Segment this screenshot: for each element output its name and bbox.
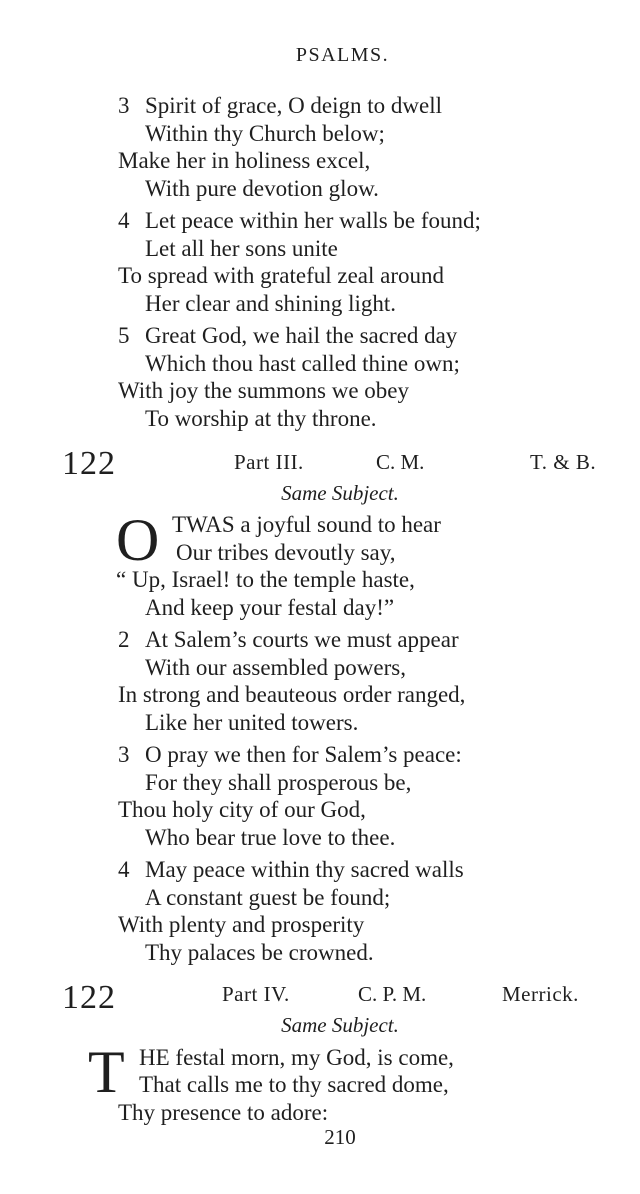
hymn-meter: C. M. bbox=[376, 450, 425, 474]
stanza-line: Let all her sons unite bbox=[145, 236, 338, 261]
stanza-line: Which thou hast called thine own; bbox=[145, 351, 460, 376]
stanza-line: TWAS a joyful sound to hear bbox=[172, 512, 441, 537]
stanza-line: 2 At Salem’s courts we must appear bbox=[118, 627, 459, 652]
stanza-line: 4 Let peace within her walls be found; bbox=[118, 208, 481, 233]
hymn-part: Part IV. bbox=[222, 982, 290, 1006]
running-head: PSALMS. bbox=[295, 44, 390, 66]
drop-cap: T bbox=[88, 1039, 125, 1105]
stanza-line: With plenty and prosperity bbox=[118, 912, 365, 937]
stanza-line: For they shall prosperous be, bbox=[145, 770, 412, 795]
stanza-number: 2 bbox=[118, 627, 130, 652]
stanza-number: 3 bbox=[118, 742, 130, 767]
stanza-line: 5 Great God, we hail the sacred day bbox=[118, 323, 458, 348]
hymn-number: 122 bbox=[62, 445, 116, 482]
stanza-line: Her clear and shining light. bbox=[145, 291, 397, 316]
stanza-line: 3 Spirit of grace, O deign to dwell bbox=[118, 93, 443, 118]
stanza-line: HE festal morn, my God, is come, bbox=[139, 1045, 454, 1070]
hymn-subject: Same Subject. bbox=[281, 1013, 399, 1037]
stanza-line: Like her united towers. bbox=[145, 710, 359, 735]
stanza-line: Within thy Church below; bbox=[145, 121, 385, 146]
stanza-line: And keep your festal day!” bbox=[145, 595, 395, 620]
stanza-line: “ Up, Israel! to the temple haste, bbox=[116, 567, 415, 592]
stanza-line: 4 May peace within thy sacred walls bbox=[118, 857, 464, 882]
stanza-line: In strong and beauteous order ranged, bbox=[118, 682, 466, 707]
stanza-line: With pure devotion glow. bbox=[145, 176, 379, 201]
stanza-line: That calls me to thy sacred dome, bbox=[139, 1072, 449, 1097]
hymn-number: 122 bbox=[62, 979, 116, 1016]
stanza-line: Our tribes devoutly say, bbox=[176, 540, 396, 565]
hymn-tune: Merrick. bbox=[502, 982, 579, 1006]
stanza-line: A constant guest be found; bbox=[145, 885, 391, 910]
hymn-meter: C. P. M. bbox=[358, 982, 427, 1006]
stanza-line: To worship at thy throne. bbox=[145, 406, 377, 431]
page-number: 210 bbox=[324, 1125, 356, 1149]
stanza-line: With our assembled powers, bbox=[145, 655, 406, 680]
stanza-line: 3 O pray we then for Salem’s peace: bbox=[118, 742, 462, 767]
stanza-line: With joy the summons we obey bbox=[118, 378, 410, 403]
stanza-number: 4 bbox=[118, 857, 130, 882]
stanza-line: Thy palaces be crowned. bbox=[145, 940, 374, 965]
drop-cap: O bbox=[116, 507, 160, 573]
stanza-number: 3 bbox=[118, 93, 130, 118]
stanza-number: 4 bbox=[118, 208, 130, 233]
hymn-tune: T. & B. bbox=[530, 450, 597, 474]
hymn-part: Part III. bbox=[234, 450, 304, 474]
stanza-line: Thou holy city of our God, bbox=[118, 797, 366, 822]
stanza-line: Who bear true love to thee. bbox=[145, 825, 396, 850]
hymn-subject: Same Subject. bbox=[281, 481, 399, 505]
stanza-line: To spread with grateful zeal around bbox=[118, 263, 445, 288]
stanza-line: Thy presence to adore: bbox=[118, 1100, 329, 1125]
stanza-line: Make her in holiness excel, bbox=[118, 148, 371, 173]
stanza-number: 5 bbox=[118, 323, 130, 348]
